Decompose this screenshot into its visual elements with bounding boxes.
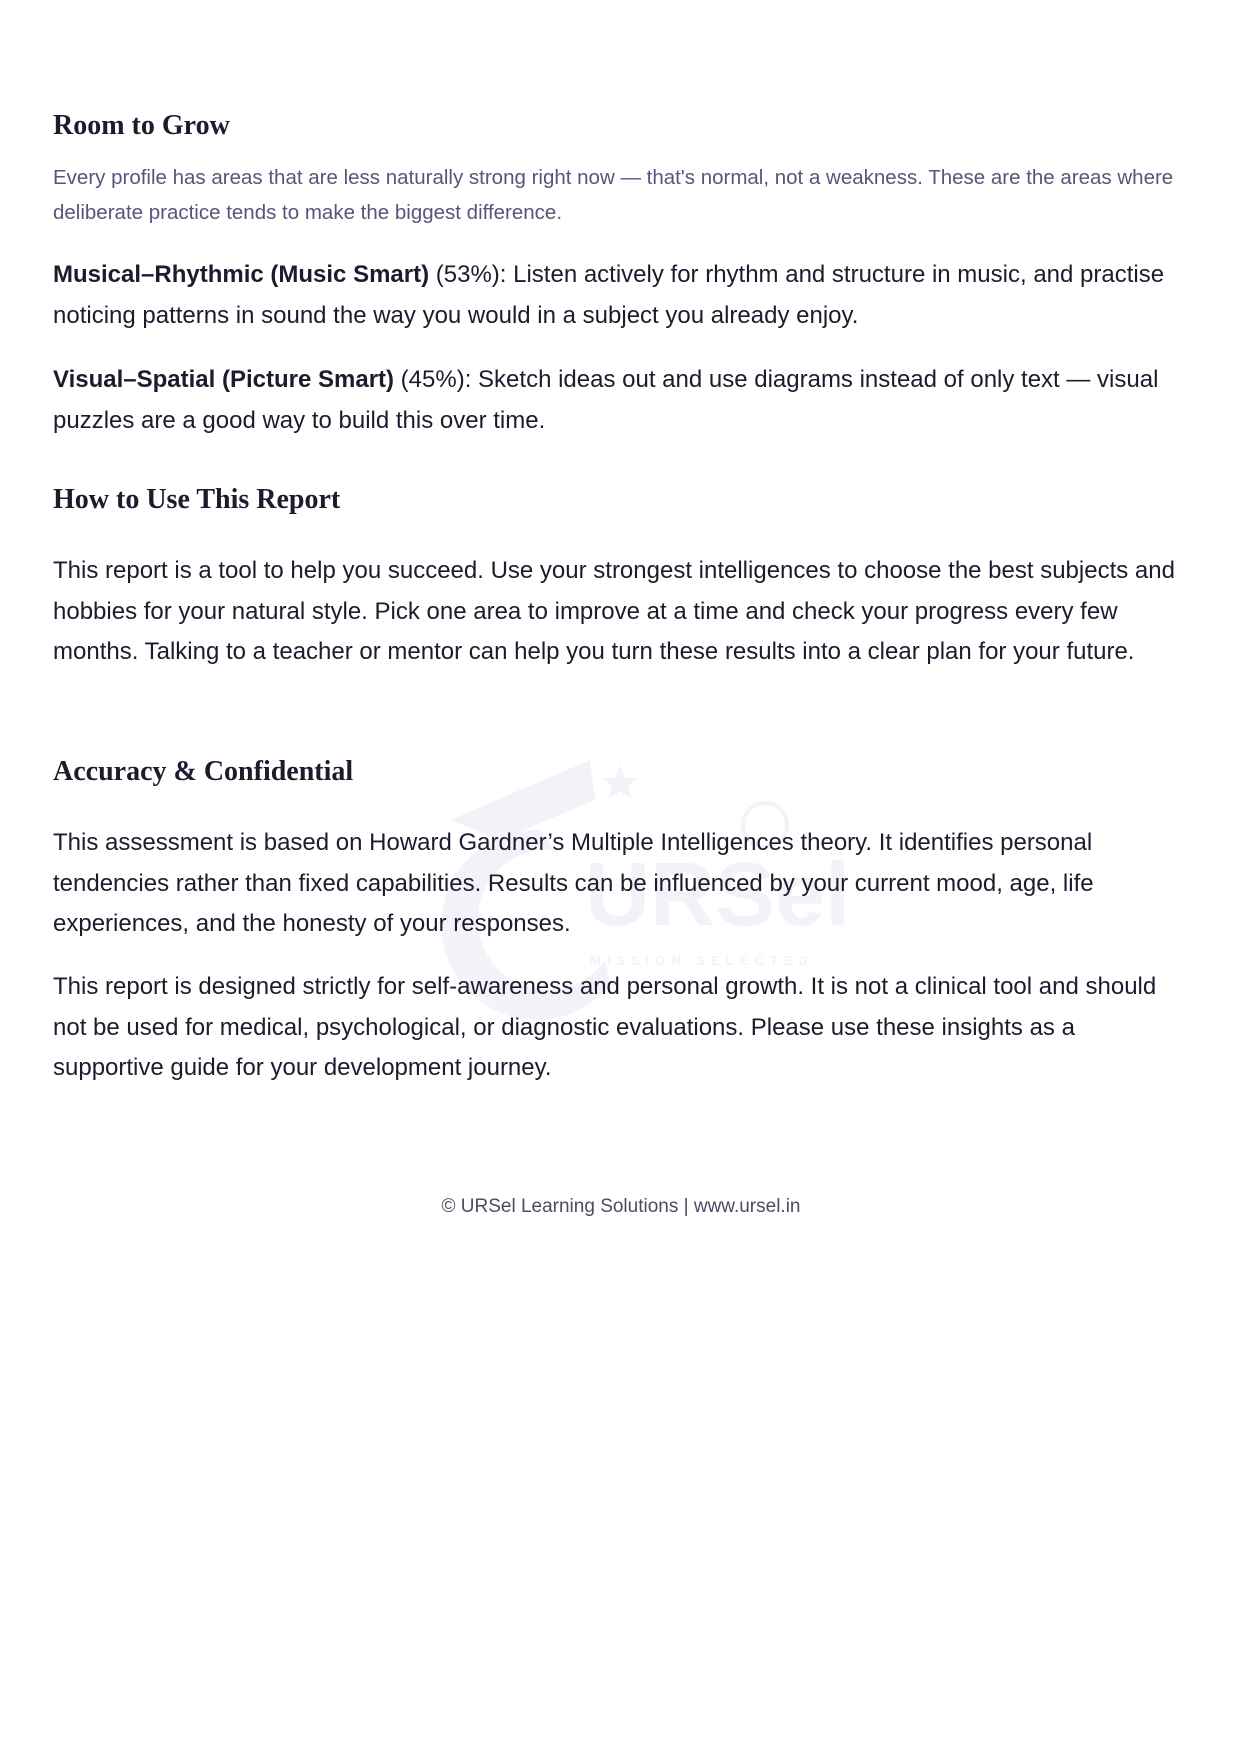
accuracy-paragraph-1: This assessment is based on Howard Gardner’s Multiple Intelligences theory. It identifies personal tendencies rather than fixed capabilities. Results can be influenced by your current mood, age, life experiences, and the honesty of your responses.	[53, 829, 1094, 937]
room-to-grow-intro: Every profile has areas that are less naturally strong right now — that's normal, not a weakness. These are the areas where deliberate practice tends to make the biggest difference.	[53, 166, 1174, 224]
growth-item-detail: (53%): Listen actively for rhythm and structure in music, and practise noticing patterns in sound the way you would in a subject you already enjoy.	[53, 261, 1165, 329]
accuracy-heading: Accuracy & Confidential	[53, 756, 354, 787]
how-to-use-body: This report is a tool to help you succeed. Use your strongest intelligences to choose the best subjects and hobbies for your natural style. Pick one area to improve at a time and check your progress every few months. Talking to a teacher or mentor can help you turn these results into a clear plan for your future.	[53, 557, 1175, 665]
growth-item-detail: (45%): Sketch ideas out and use diagrams instead of only text — visual puzzles are a good way to build this over time.	[53, 366, 1159, 434]
page-footer: © URSel Learning Solutions | www.ursel.in	[441, 1196, 801, 1217]
watermark-tagline-text: MISSION SELECTED	[590, 953, 814, 968]
accuracy-paragraph-2: This report is designed strictly for self-awareness and personal growth. It is not a clinical tool and should not be used for medical, psychological, or diagnostic evaluations. Please use these insights as a supportive guide for your development journey.	[53, 973, 1157, 1081]
room-to-grow-heading: Room to Grow	[53, 110, 230, 141]
growth-item-visual	[53, 360, 1189, 441]
growth-item-name: Musical–Rhythmic (Music Smart)	[53, 261, 430, 288]
how-to-use-heading: How to Use This Report	[53, 484, 341, 515]
growth-item-musical	[53, 255, 1189, 336]
watermark-brand-text: URSel	[585, 845, 851, 945]
growth-item-name: Visual–Spatial (Picture Smart)	[53, 366, 395, 393]
